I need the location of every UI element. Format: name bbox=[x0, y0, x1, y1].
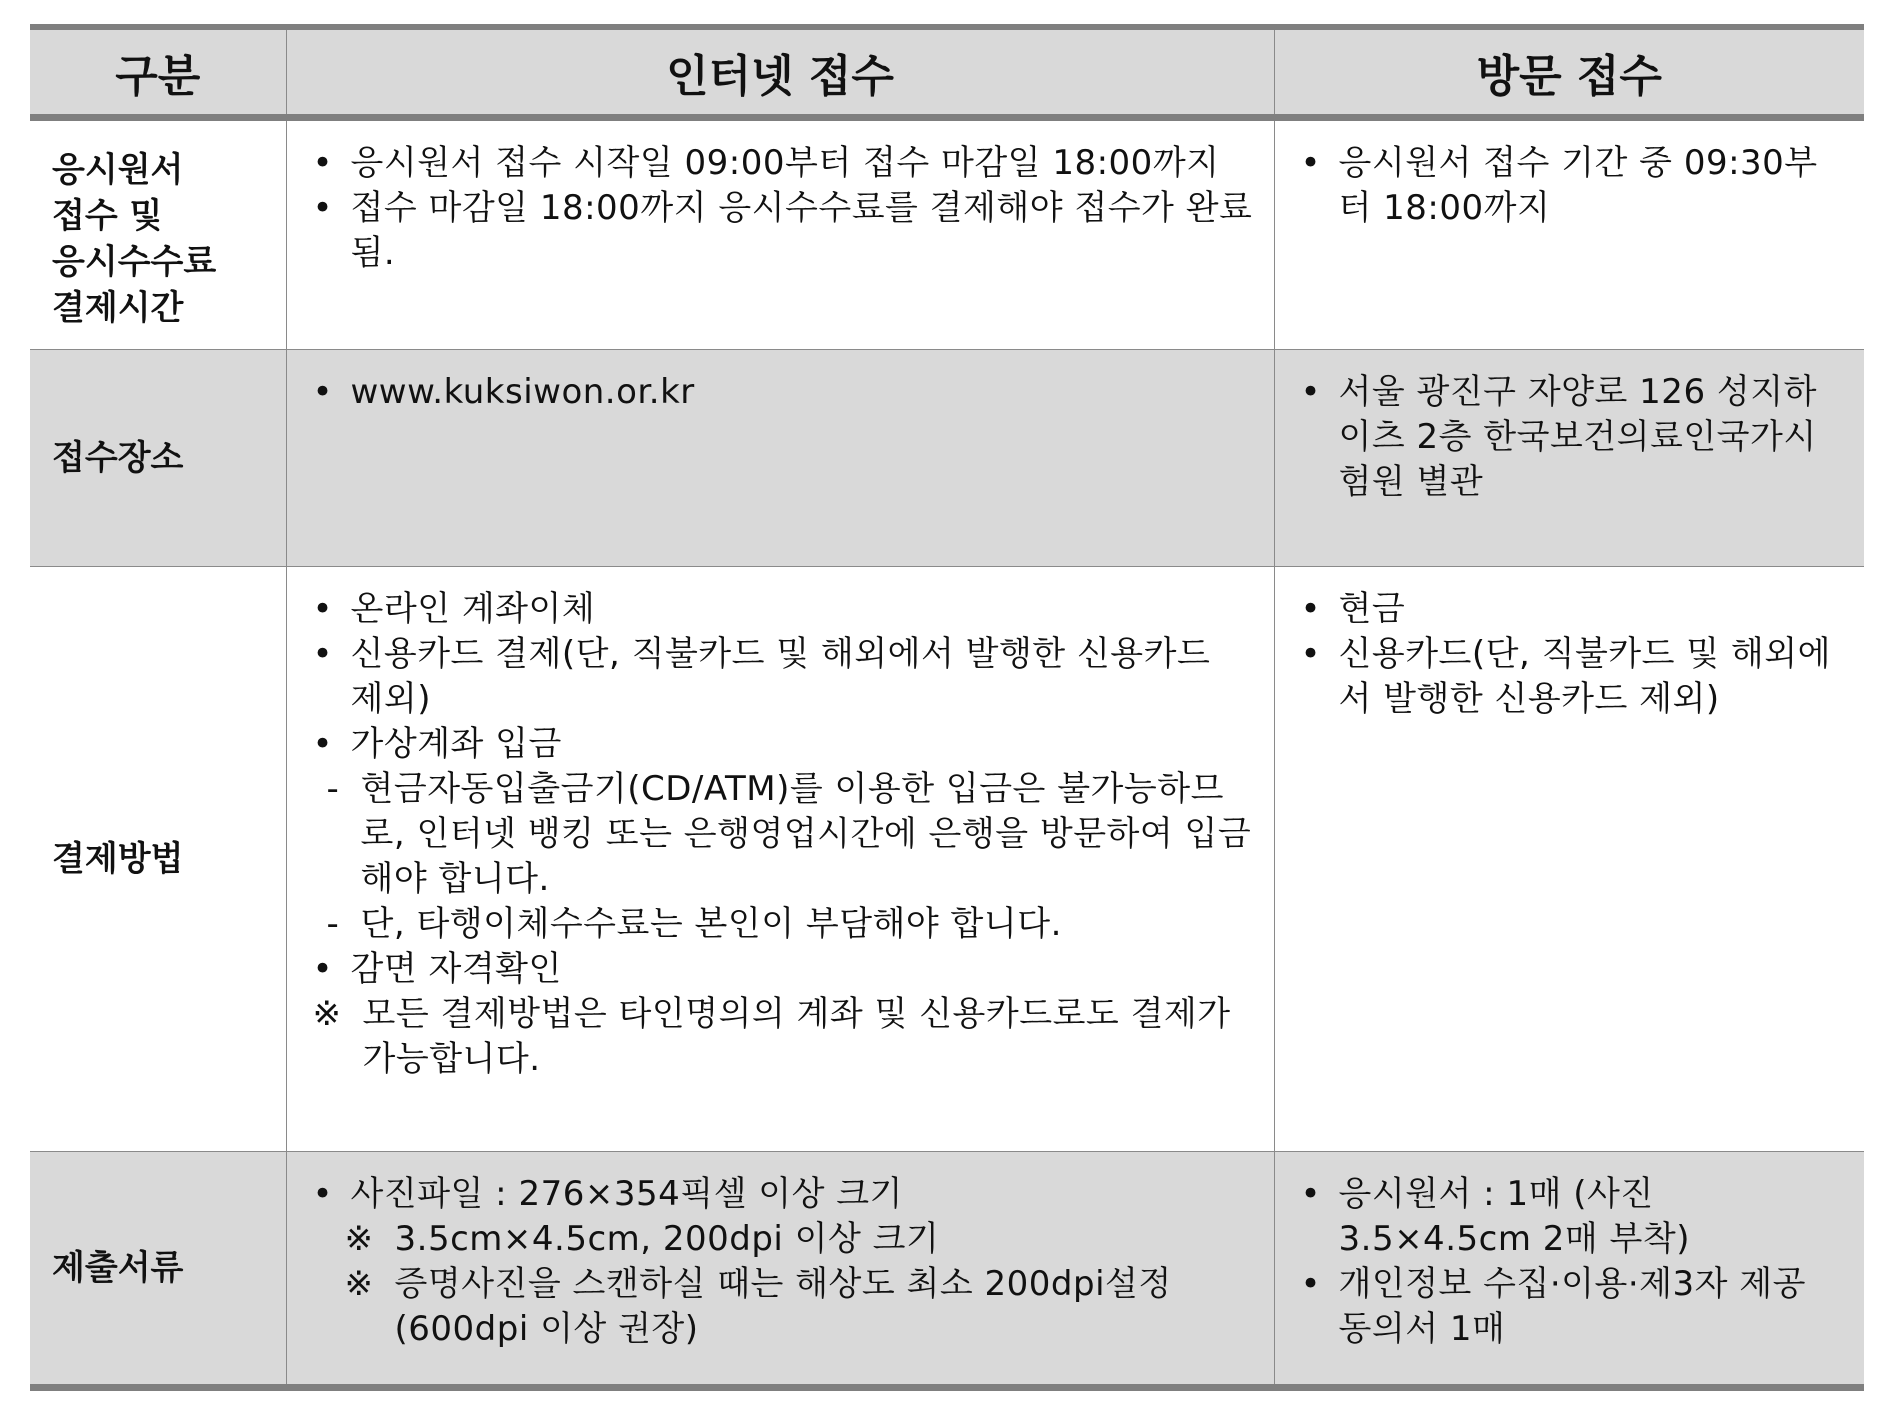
item-text: 서울 광진구 자양로 126 성지하이츠 2층 한국보건의료인국가시험원 별관 bbox=[1338, 372, 1817, 502]
bullet-item bbox=[313, 186, 1254, 276]
bullet-icon: • bbox=[1300, 634, 1322, 674]
bullet-icon: • bbox=[312, 949, 334, 989]
bullet-item bbox=[1301, 1262, 1845, 1352]
item-text: 온라인 계좌이체 bbox=[350, 589, 596, 629]
row-documents bbox=[30, 1152, 1864, 1388]
item-text: www.kuksiwon.or.kr bbox=[350, 372, 695, 412]
item-text: 현금자동입출금기(CD/ATM)를 이용한 입금은 불가능하므로, 인터넷 뱅킹 또는 은행영업시간에 은행을 방문하여 입금해야 합니다. bbox=[360, 769, 1252, 899]
row-label-text: 결제방법 bbox=[52, 839, 184, 879]
bullet-icon: • bbox=[1300, 372, 1322, 412]
item-text: 단, 타행이체수수료는 본인이 부담해야 합니다. bbox=[360, 904, 1062, 944]
item-text: 감면 자격확인 bbox=[350, 949, 562, 989]
bullet-icon: • bbox=[312, 1174, 334, 1214]
bullet-item bbox=[1301, 632, 1845, 722]
internet-cell-documents bbox=[286, 1152, 1274, 1388]
reference-mark-icon: ※ bbox=[312, 994, 342, 1034]
table-header-row bbox=[30, 27, 1864, 118]
dash-icon: - bbox=[326, 769, 340, 809]
row-label-text: 접수장소 bbox=[52, 438, 184, 478]
bullet-item bbox=[1301, 370, 1845, 505]
bullet-item bbox=[313, 587, 1254, 632]
bullet-item bbox=[313, 722, 1254, 767]
row-label-text: 제출서류 bbox=[52, 1248, 184, 1288]
internet-cell-payment bbox=[286, 567, 1274, 1152]
bullet-item bbox=[313, 370, 1254, 415]
bullet-item bbox=[1301, 141, 1845, 231]
row-location bbox=[30, 350, 1864, 567]
reference-mark-icon: ※ bbox=[344, 1264, 374, 1304]
item-text: 응시원서 접수 기간 중 09:30부터 18:00까지 bbox=[1338, 143, 1818, 228]
bullet-icon: • bbox=[312, 589, 334, 629]
row-label-time bbox=[30, 118, 286, 350]
item-text: 현금 bbox=[1338, 589, 1406, 629]
item-text: 3.5cm×4.5cm, 200dpi 이상 크기 bbox=[394, 1219, 940, 1259]
note-item bbox=[313, 992, 1254, 1082]
bullet-icon: • bbox=[312, 188, 334, 228]
bullet-item bbox=[313, 632, 1254, 722]
bullet-icon: • bbox=[1300, 1174, 1322, 1214]
internet-cell-location bbox=[286, 350, 1274, 567]
reference-mark-icon: ※ bbox=[344, 1219, 374, 1259]
dash-item bbox=[313, 767, 1254, 902]
item-text: 신용카드 결제(단, 직불카드 및 해외에서 발행한 신용카드 제외) bbox=[350, 634, 1211, 719]
item-text: 증명사진을 스캔하실 때는 해상도 최소 200dpi설정(600dpi 이상 권장) bbox=[394, 1264, 1172, 1349]
row-payment bbox=[30, 567, 1864, 1152]
header-internet: 인터넷 접수 bbox=[286, 27, 1274, 118]
dash-icon: - bbox=[326, 904, 340, 944]
bullet-item bbox=[1301, 1172, 1845, 1262]
dash-item bbox=[313, 902, 1254, 947]
bullet-item bbox=[313, 1172, 1254, 1217]
note-item bbox=[313, 1262, 1254, 1352]
item-text: 응시원서 : 1매 (사진 3.5×4.5cm 2매 부착) bbox=[1338, 1174, 1690, 1259]
bullet-item bbox=[313, 141, 1254, 186]
item-text: 모든 결제방법은 타인명의의 계좌 및 신용카드로도 결제가 가능합니다. bbox=[362, 994, 1231, 1079]
visit-cell-payment bbox=[1274, 567, 1864, 1152]
item-text: 신용카드(단, 직불카드 및 해외에서 발행한 신용카드 제외) bbox=[1338, 634, 1831, 719]
visit-cell-time bbox=[1274, 118, 1864, 350]
header-visit: 방문 접수 bbox=[1274, 27, 1864, 118]
row-time bbox=[30, 118, 1864, 350]
note-item bbox=[313, 1217, 1254, 1262]
item-text: 접수 마감일 18:00까지 응시수수료를 결제해야 접수가 완료됨. bbox=[350, 188, 1253, 273]
row-label-text: 응시원서 접수 및 응시수수료 결제시간 bbox=[52, 150, 217, 328]
bullet-icon: • bbox=[312, 634, 334, 674]
visit-cell-documents bbox=[1274, 1152, 1864, 1388]
bullet-icon: • bbox=[312, 724, 334, 764]
row-label-documents bbox=[30, 1152, 286, 1388]
bullet-item bbox=[1301, 587, 1845, 632]
bullet-icon: • bbox=[1300, 1264, 1322, 1304]
row-label-location bbox=[30, 350, 286, 567]
bullet-icon: • bbox=[312, 143, 334, 183]
item-text: 사진파일 : 276×354픽셀 이상 크기 bbox=[350, 1174, 903, 1214]
bullet-item bbox=[313, 947, 1254, 992]
item-text: 가상계좌 입금 bbox=[350, 724, 562, 764]
row-label-payment bbox=[30, 567, 286, 1152]
bullet-icon: • bbox=[312, 372, 334, 412]
header-category: 구분 bbox=[30, 27, 286, 118]
bullet-icon: • bbox=[1300, 589, 1322, 629]
visit-cell-location bbox=[1274, 350, 1864, 567]
application-info-table bbox=[30, 24, 1864, 1391]
item-text: 개인정보 수집·이용·제3자 제공 동의서 1매 bbox=[1338, 1264, 1806, 1349]
internet-cell-time bbox=[286, 118, 1274, 350]
bullet-icon: • bbox=[1300, 143, 1322, 183]
item-text: 응시원서 접수 시작일 09:00부터 접수 마감일 18:00까지 bbox=[350, 143, 1220, 183]
